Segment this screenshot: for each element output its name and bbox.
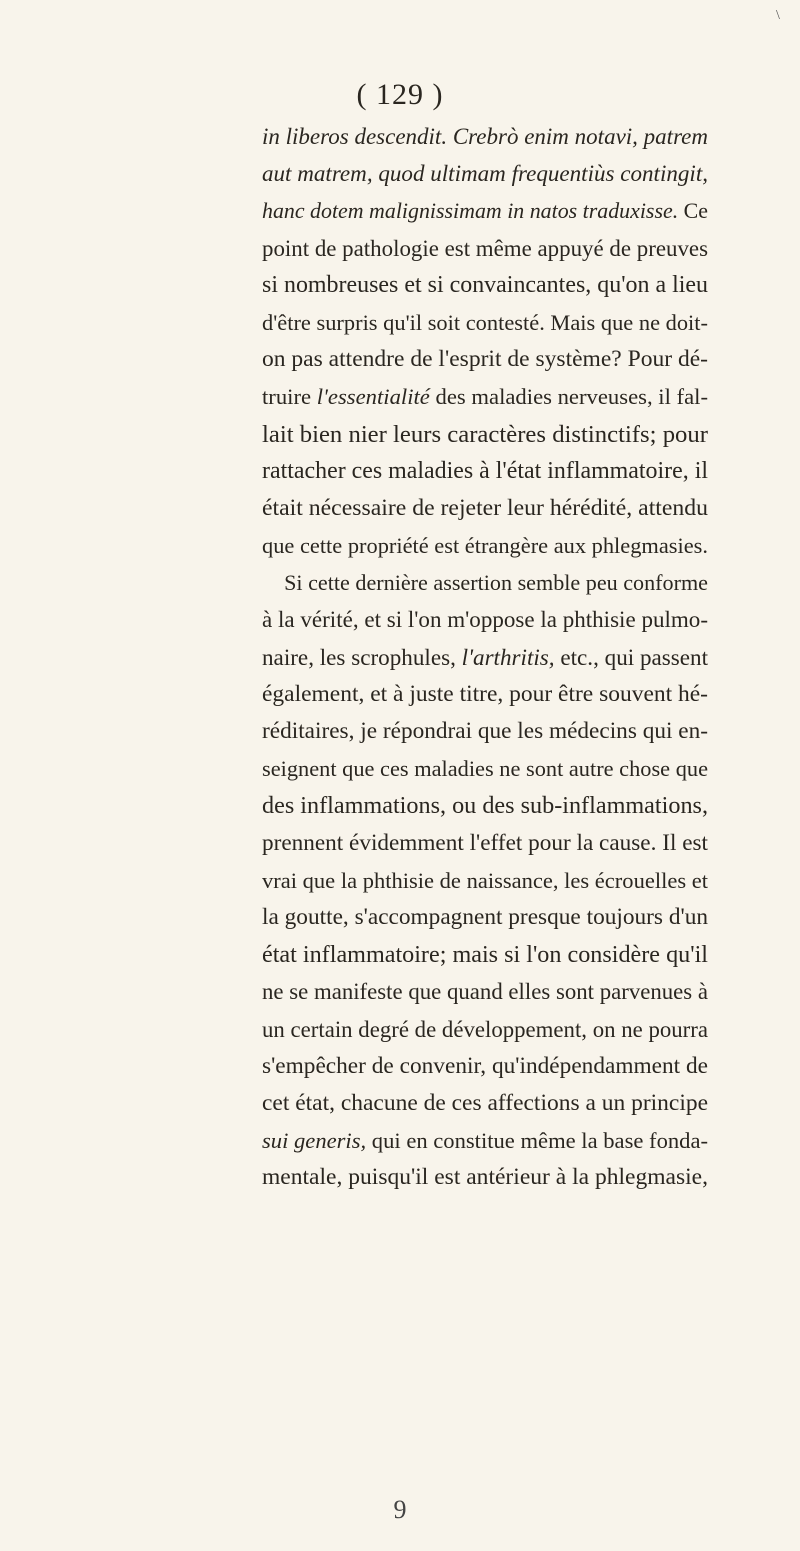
text-line — [262, 564, 708, 601]
text-line — [262, 1159, 708, 1196]
text-line — [262, 1122, 708, 1159]
text-line — [262, 787, 708, 824]
text-run: la goutte, s'accompagnent presque toujours d'un — [262, 903, 709, 930]
text-line — [262, 601, 708, 638]
text-run: état inflammatoire; mais si l'on considère qu'il — [262, 941, 708, 969]
text-run: Si cette dernière assertion semble peu conforme — [262, 570, 708, 596]
text-run: prennent évidemment l'effet pour la cause. Il est — [262, 829, 709, 856]
signature-mark: 9 — [393, 1495, 407, 1524]
text-run: des inflammations, ou des sub-inflammations, — [262, 792, 708, 820]
text-line — [262, 378, 708, 415]
text-line — [262, 490, 708, 527]
text-run: si nombreuses et si convaincantes, qu'on a lieu — [262, 271, 708, 298]
text-line — [262, 267, 708, 304]
text-line — [262, 1085, 708, 1122]
text-line — [262, 304, 708, 341]
text-line — [262, 936, 708, 973]
text-run: naire, les scrophules, — [262, 643, 462, 670]
text-line — [262, 192, 708, 229]
text-run: lait bien nier leurs caractères distinctifs; pour — [262, 420, 708, 448]
italic-text: l'essentialité — [316, 384, 430, 410]
text-run: également, et à juste titre, pour être souvent hé- — [262, 680, 709, 707]
text-line — [262, 713, 708, 750]
text-run: truire — [262, 384, 317, 410]
text-run: que cette propriété est étrangère aux phlegmasies. — [262, 533, 709, 559]
text-run: d'être surpris qu'il soit contesté. Mais que ne doit- — [262, 309, 708, 335]
text-run: à la vérité, et si l'on m'oppose la phthisie pulmo- — [262, 606, 708, 633]
text-run: seignent que ces maladies ne sont autre chose que — [262, 756, 708, 782]
text-line — [262, 1048, 708, 1085]
text-line — [262, 416, 708, 453]
text-line — [262, 453, 708, 490]
text-line — [262, 527, 708, 564]
text-line — [262, 676, 708, 713]
text-run: vrai que la phthisie de naissance, les écrouelles et — [262, 867, 709, 893]
corner-mark: \ — [776, 8, 780, 23]
text-run: etc., qui passent — [554, 643, 708, 670]
text-run: des maladies nerveuses, il fal- — [429, 384, 708, 410]
text-run: un certain degré de développement, on ne pourra — [262, 1016, 709, 1042]
text-run: Ce — [678, 198, 708, 224]
text-line — [262, 862, 708, 899]
text-line — [262, 341, 708, 378]
text-run: ne se manifeste que quand elles sont parvenues à — [262, 979, 709, 1005]
text-run: mentale, puisqu'il est antérieur à la phlegmasie, — [262, 1164, 708, 1191]
text-line — [262, 230, 708, 267]
text-line — [262, 1011, 708, 1048]
text-run: s'empêcher de convenir, qu'indépendamment de — [262, 1052, 708, 1079]
text-line — [262, 155, 708, 192]
text-run: réditaires, je répondrai que les médecins qui en- — [262, 718, 708, 744]
text-run: on pas attendre de l'esprit de système? Pour dé- — [262, 346, 709, 373]
text-line — [262, 750, 708, 787]
text-line — [262, 639, 708, 676]
text-line — [262, 118, 708, 155]
italic-text: aut matrem, quod ultimam frequentiùs contingit, — [262, 160, 708, 187]
text-run: rattacher ces maladies à l'état inflammatoire, il — [262, 457, 709, 484]
italic-text: sui generis, — [262, 1128, 367, 1154]
text-run: cet état, chacune de ces affections a un principe — [262, 1089, 708, 1116]
text-run: qui en constitue même la base fonda- — [366, 1128, 708, 1154]
italic-text: l'arthritis, — [461, 643, 555, 670]
italic-text: in liberos descendit. Crebrò enim notavi, patrem — [262, 124, 708, 149]
page-number-header: ( 129 ) — [356, 78, 444, 111]
body-text — [262, 118, 708, 1196]
text-line — [262, 973, 708, 1010]
text-line — [262, 899, 708, 936]
text-run: était nécessaire de rejeter leur hérédité, attendu — [262, 494, 708, 521]
italic-text: hanc dotem malignissimam in natos traduxisse. — [262, 198, 679, 224]
text-run: point de pathologie est même appuyé de preuves — [262, 235, 708, 261]
text-line — [262, 825, 708, 862]
